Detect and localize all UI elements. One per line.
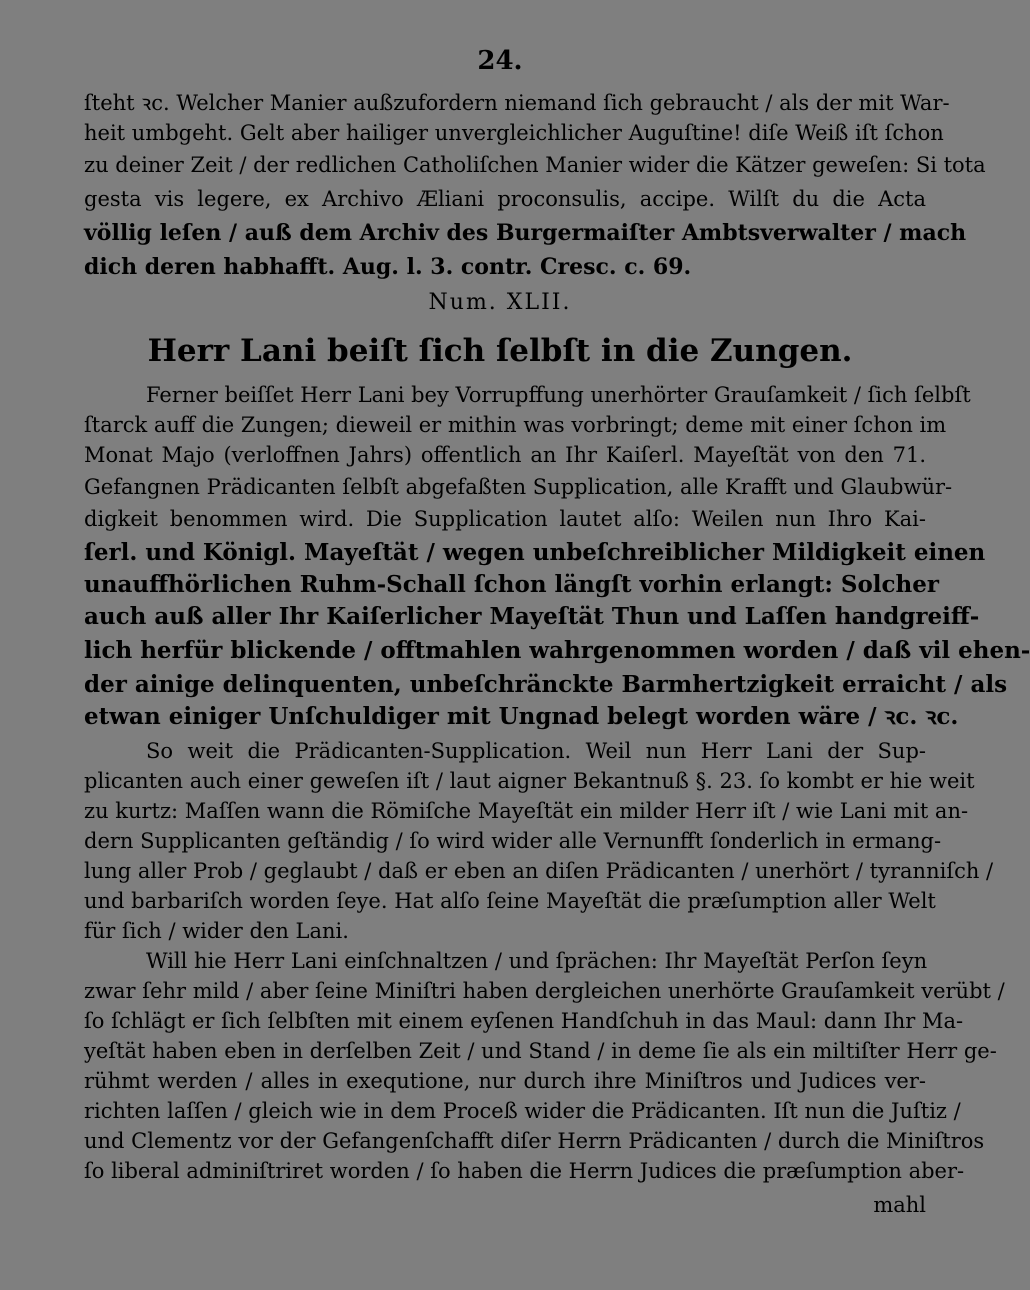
quoted-line: etwan einiger Unſchuldiger mit Ungnad belegt worden wäre / ꝛc. ꝛc. <box>84 703 959 730</box>
paragraph-line: ſtarck auff die Zungen; dieweil er mithin was vorbringt; deme mit einer ſchon im <box>84 413 947 437</box>
paragraph-line: plicanten auch einer geweſen iſt / laut aigner Bekantnuß §. 23. ſo kombt er hie weit <box>84 769 975 793</box>
paragraph-line: für ſich / wider den Lani. <box>84 919 349 943</box>
paragraph-line: ſo liberal adminiſtriret worden / ſo haben die Herrn Judices die præſumption aber- <box>84 1159 965 1183</box>
catchword: mahl <box>873 1193 926 1217</box>
text-line: dich deren habhafft. Aug. l. 3. contr. Cresc. c. 69. <box>84 254 692 280</box>
paragraph-line: richten laſſen / gleich wie in dem Proceß wider die Prädicanten. Iſt nun die Juſtiz / <box>84 1099 961 1123</box>
quoted-line: unauffhörlichen Ruhm-Schall ſchon längſt vorhin erlangt: Solcher <box>84 571 940 598</box>
text-line: gesta vis legere, ex Archivo Æliani proconsulis, accipe. Wilſt du die Acta <box>84 187 926 211</box>
text-line: zu deiner Zeit / der redlichen Catholiſchen Manier wider die Kätzer geweſen: Si tota <box>84 153 986 177</box>
text-line: heit umbgeht. Gelt aber hailiger unvergleichlicher Auguſtine! diſe Weiß iſt ſchon <box>84 121 944 145</box>
page-number: 24. <box>477 46 523 76</box>
paragraph-line: zu kurtz: Maſſen wann die Römiſche Mayeſtät ein milder Herr iſt / wie Lani mit an- <box>84 799 969 823</box>
text-line: ſteht ꝛc. Welcher Manier außzufordern niemand ſich gebraucht / als der mit War- <box>84 91 950 115</box>
paragraph-line: digkeit benommen wird. Die Supplication lautet alſo: Weilen nun Ihro Kai- <box>84 507 926 531</box>
paragraph-line: So weit die Prädicanten-Supplication. Weil nun Herr Lani der Sup- <box>146 739 926 763</box>
paragraph-line: und barbariſch worden ſeye. Hat alſo ſeine Mayeſtät die præſumption aller Welt <box>84 889 936 913</box>
paragraph-line: dern Supplicanten geſtändig / ſo wird wider alle Vernunfft ſonderlich in ermang- <box>84 829 942 853</box>
paragraph-line: lung aller Prob / geglaubt / daß er eben an diſen Prädicanten / unerhört / tyranniſch / <box>84 859 994 883</box>
paragraph-line: Monat Majo (verloffnen Jahrs) offentlich an Ihr Kaiſerl. Mayeſtät von den 71. <box>84 443 926 467</box>
quoted-line: der ainige delinquenten, unbeſchränckte Barmhertzigkeit erraicht / als <box>84 671 1008 698</box>
paragraph-line: ſo ſchlägt er ſich ſelbſten mit einem eyſenen Handſchuh in das Maul: dann Ihr Ma- <box>84 1009 964 1033</box>
paragraph-line: Gefangnen Prädicanten ſelbſt abgefaßten Supplication, alle Krafft und Glaubwür- <box>84 475 953 499</box>
quoted-line: auch auß aller Ihr Kaiſerlicher Mayeſtät Thun und Laſſen handgreiff- <box>84 603 980 630</box>
paragraph-line: yeſtät haben eben in derſelben Zeit / und Stand / in deme ſie als ein miltiſter Herr ge- <box>84 1039 997 1063</box>
text-line: völlig leſen / auß dem Archiv des Burgermaiſter Ambtsverwalter / mach <box>84 220 967 246</box>
paragraph-line: zwar ſehr mild / aber ſeine Miniſtri haben dergleichen unerhörte Grauſamkeit verübt / <box>84 979 1005 1003</box>
quoted-line: lich herfür blickende / offtmahlen wahrgenommen worden / daß vil ehen- <box>84 637 1030 664</box>
paragraph-line: rühmt werden / alles in exequtione, nur durch ihre Miniſtros und Judices ver- <box>84 1069 926 1093</box>
section-heading: Herr Lani beiſt ſich ſelbſt in die Zungen. <box>147 333 853 369</box>
paragraph-line: Will hie Herr Lani einſchnaltzen / und ſprächen: Ihr Mayeſtät Perſon ſeyn <box>146 949 928 973</box>
section-number: Num. XLII. <box>428 290 572 315</box>
quoted-line: ſerl. und Königl. Mayeſtät / wegen unbeſchreiblicher Mildigkeit einen <box>84 539 986 566</box>
paragraph-line: Ferner beiſſet Herr Lani bey Vorrupffung unerhörter Grauſamkeit / ſich ſelbſt <box>146 383 971 407</box>
paragraph-line: und Clementz vor der Gefangenſchafft diſer Herrn Prädicanten / durch die Miniſtros <box>84 1129 985 1153</box>
